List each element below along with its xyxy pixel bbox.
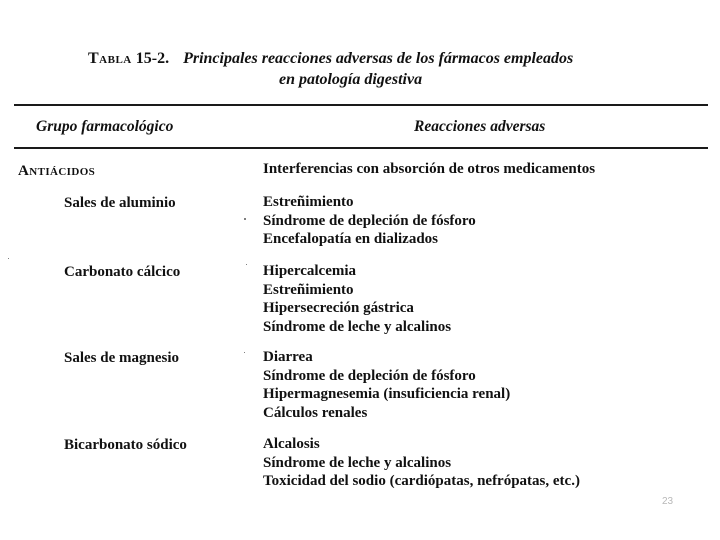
reaction-item: Encefalopatía en dializados: [263, 231, 439, 247]
table-title-line-2: en patología digestiva: [279, 71, 423, 88]
reaction-item: Hipermagnesemia (insuficiencia renal): [263, 386, 511, 402]
group-name: Sales de aluminio: [64, 195, 176, 211]
reaction-item: Síndrome de leche y alcalinos: [263, 454, 452, 471]
reaction-list: [263, 348, 510, 422]
reaction-item: Estreñimiento: [263, 194, 354, 210]
column-header-group: Grupo farmacológico: [36, 118, 174, 135]
reaction-item: Hipercalcemia: [263, 263, 357, 279]
reaction-list: [263, 193, 476, 249]
scan-speck: [244, 218, 246, 220]
reaction-item: Toxicidad del sodio (cardiópatas, nefrópatas, etc.): [263, 473, 580, 489]
reaction-item: Estreñimiento: [263, 281, 354, 298]
reaction-item: Hipersecreción gástrica: [263, 300, 414, 316]
column-header-reactions: Reacciones adversas: [414, 118, 546, 135]
table-number: 15-2.: [135, 50, 170, 67]
table-title: [88, 50, 573, 68]
group-name: Sales de magnesio: [64, 350, 180, 366]
top-rule: [14, 104, 708, 106]
scan-speck: [246, 264, 247, 265]
header-rule: [14, 147, 708, 149]
group-name: Carbonato cálcico: [64, 264, 181, 280]
reaction-list: [263, 435, 580, 491]
category-reaction: Interferencias con absorción de otros medicamentos: [263, 161, 596, 177]
table-title-line-1: Principales reacciones adversas de los fármacos empleados: [183, 50, 574, 67]
scan-speck: [8, 258, 9, 259]
group-name: Bicarbonato sódico: [64, 437, 187, 453]
scan-speck: [244, 352, 245, 353]
reaction-item: Síndrome de depleción de fósforo: [263, 212, 476, 229]
table-label: Tabla: [88, 50, 132, 67]
reaction-item: Síndrome de depleción de fósforo: [263, 367, 476, 384]
reaction-list: [263, 262, 451, 336]
category-name: Antiácidos: [18, 163, 96, 179]
page-number: 23: [662, 496, 674, 507]
reaction-item: Alcalosis: [263, 436, 320, 452]
reaction-item: Diarrea: [263, 349, 313, 365]
reaction-item: Cálculos renales: [263, 404, 368, 421]
reaction-item: Síndrome de leche y alcalinos: [263, 318, 452, 335]
